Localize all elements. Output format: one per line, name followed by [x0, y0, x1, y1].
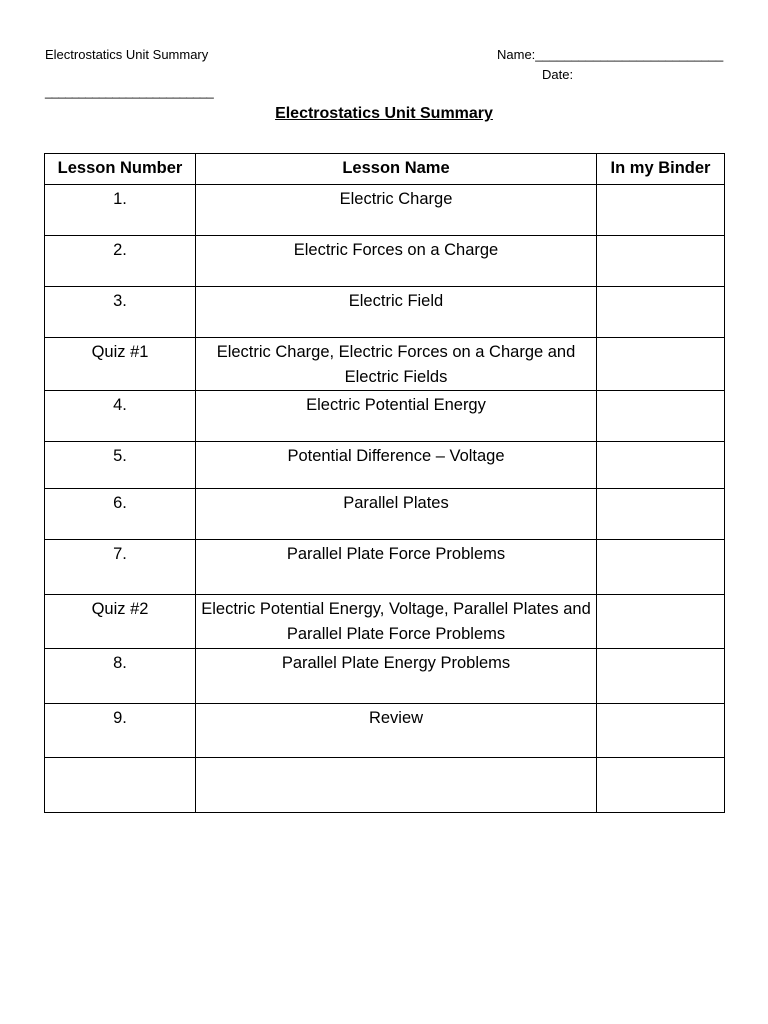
table-row: [45, 236, 725, 287]
column-header-lesson-name: Lesson Name: [196, 154, 597, 185]
table-row: [45, 287, 725, 338]
header-unit-title: Electrostatics Unit Summary: [45, 47, 209, 62]
binder-check-cell: [597, 704, 725, 758]
lesson-name-cell: [196, 758, 597, 813]
lesson-name-cell: Electric Potential Energy: [196, 391, 597, 442]
binder-check-cell: [597, 185, 725, 236]
binder-check-cell: [597, 338, 725, 391]
table-row: [45, 704, 725, 758]
table-row: [45, 185, 725, 236]
table-row: [45, 540, 725, 595]
lesson-number-cell: 9.: [45, 704, 196, 758]
binder-check-cell: [597, 391, 725, 442]
table-row: [45, 489, 725, 540]
binder-check-cell: [597, 442, 725, 489]
name-field-label: Name:__________________________: [497, 47, 724, 62]
lesson-summary-table: [44, 153, 725, 813]
table-header-row: [45, 154, 725, 185]
binder-check-cell: [597, 236, 725, 287]
document-title: Electrostatics Unit Summary: [275, 105, 493, 122]
binder-check-cell: [597, 595, 725, 649]
date-blank-line: _________________________: [45, 84, 214, 99]
date-field-label: Date:: [542, 67, 574, 82]
binder-check-cell: [597, 287, 725, 338]
table-row: [45, 595, 725, 649]
lesson-number-cell: 2.: [45, 236, 196, 287]
lesson-number-cell: 7.: [45, 540, 196, 595]
lesson-name-cell: Electric Charge: [196, 185, 597, 236]
table-row: [45, 442, 725, 489]
lesson-name-cell: Review: [196, 704, 597, 758]
binder-check-cell: [597, 649, 725, 704]
lesson-number-cell: Quiz #1: [45, 338, 196, 391]
table-row: [45, 338, 725, 391]
lesson-name-cell: Electric Field: [196, 287, 597, 338]
table-row: [45, 758, 725, 813]
table-row: [45, 391, 725, 442]
column-header-in-my-binder: In my Binder: [597, 154, 725, 185]
lesson-name-cell: Electric Charge, Electric Forces on a Charge and Electric Fields: [196, 338, 597, 391]
binder-check-cell: [597, 540, 725, 595]
lesson-number-cell: [45, 758, 196, 813]
lesson-name-cell: Potential Difference – Voltage: [196, 442, 597, 489]
lesson-name-cell: Parallel Plate Energy Problems: [196, 649, 597, 704]
lesson-number-cell: Quiz #2: [45, 595, 196, 649]
lesson-name-cell: Parallel Plates: [196, 489, 597, 540]
column-header-lesson-number: Lesson Number: [45, 154, 196, 185]
lesson-name-cell: Electric Potential Energy, Voltage, Parallel Plates and Parallel Plate Force Problems: [196, 595, 597, 649]
lesson-number-cell: 6.: [45, 489, 196, 540]
lesson-name-cell: Parallel Plate Force Problems: [196, 540, 597, 595]
lesson-number-cell: 8.: [45, 649, 196, 704]
lesson-name-cell: Electric Forces on a Charge: [196, 236, 597, 287]
lesson-number-cell: 4.: [45, 391, 196, 442]
binder-check-cell: [597, 758, 725, 813]
table-row: [45, 649, 725, 704]
lesson-number-cell: 5.: [45, 442, 196, 489]
lesson-number-cell: 1.: [45, 185, 196, 236]
lesson-number-cell: 3.: [45, 287, 196, 338]
binder-check-cell: [597, 489, 725, 540]
